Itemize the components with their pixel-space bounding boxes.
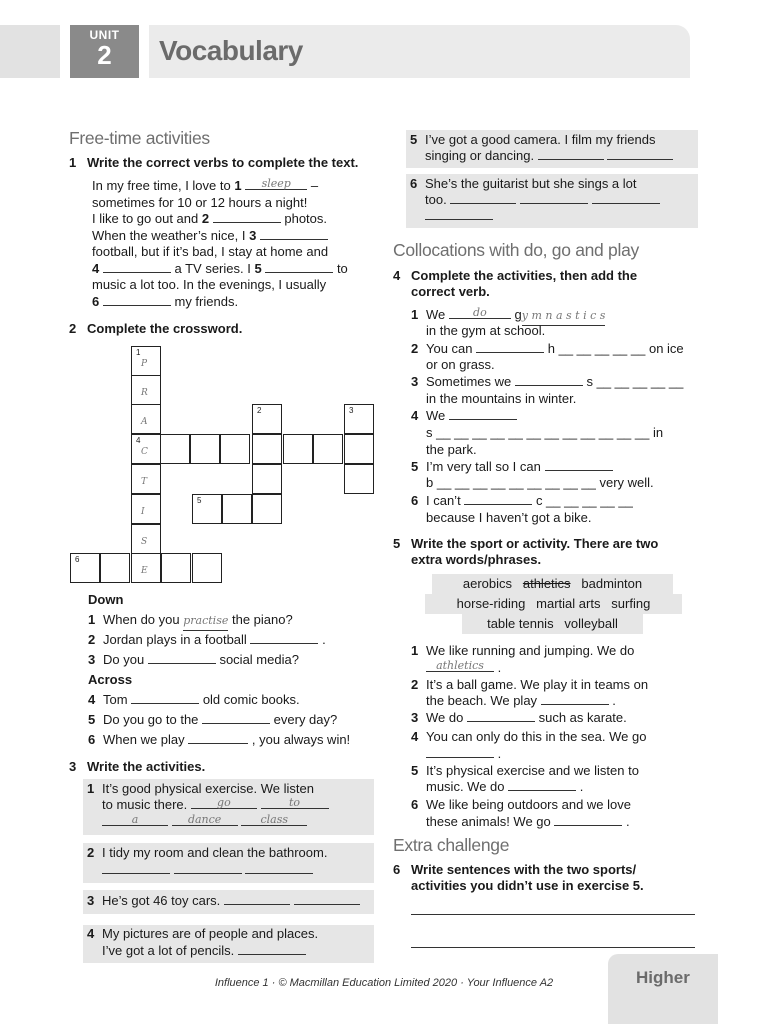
exercise-1-instruction: 1 Write the correct verbs to complete the text. — [69, 155, 359, 170]
crossword-cell[interactable]: 4 C — [131, 434, 161, 464]
crossword-cell[interactable] — [190, 434, 220, 464]
crossword-cell[interactable] — [220, 434, 250, 464]
level-tab — [608, 954, 718, 1024]
crossword-cell[interactable]: A — [131, 404, 161, 434]
crossword-cell[interactable]: 2 — [252, 404, 282, 434]
crossword-cell[interactable]: T — [131, 464, 161, 494]
answer-sleep: sleep — [261, 177, 291, 190]
crossword-cell[interactable]: 6 — [70, 553, 100, 583]
crossword-cell[interactable] — [252, 464, 282, 494]
exercise-3-instruction: 3 Write the activities. — [69, 759, 206, 774]
crossword-cell[interactable]: 5 — [192, 494, 222, 524]
exercise-3-item-3: 3 He’s got 46 toy cars. — [83, 890, 374, 914]
exercise-4-instruction: 4 Complete the activities, then add the correct verb. — [393, 268, 638, 299]
across-label: Across — [88, 672, 133, 687]
crossword-cell[interactable]: 3 — [344, 404, 374, 434]
exercise-3-item-5: 5 I’ve got a good camera. I film my friends singing or dancing. — [406, 130, 698, 168]
crossword-cell[interactable]: E — [131, 553, 161, 583]
exercise-3-item-2: 2 I tidy my room and clean the bathroom. — [83, 843, 374, 883]
crossword-cell[interactable]: 1 P — [131, 346, 161, 376]
unit-badge — [70, 25, 139, 78]
exercise-3-item-4: 4 My pictures are of people and places. I’ve got a lot of pencils. — [83, 925, 374, 963]
level-label: Higher — [636, 968, 690, 987]
crossword-cell[interactable] — [222, 494, 252, 524]
unit-label: UNIT — [89, 28, 120, 42]
crossword-cell[interactable]: S — [131, 524, 161, 554]
exercise-1-text: In my free time, I love to 1 sleep – sometimes for 10 or 12 hours a night! I like to go out and 2 photos. When the weather’s nice, I 3 football, but if it’s bad, I stay at home and 4 a TV series. I 5 to music a lot too. In the evenings, I usually 6 my friends. — [92, 177, 348, 309]
exercise-5-instruction: 5 Write the sport or activity. There are two extra words/phrases. — [393, 536, 659, 567]
header-left-bar — [0, 25, 60, 78]
crossword-cell[interactable]: I — [131, 494, 161, 524]
section-title-collocations: Collocations with do, go and play — [393, 240, 639, 260]
footer-text: Influence 1 · © Macmillan Education Limited 2020 · Your Influence A2 — [214, 977, 554, 989]
crossword-cell[interactable]: R — [131, 375, 161, 405]
crossword-cell[interactable] — [192, 553, 222, 583]
crossword-cell[interactable] — [344, 464, 374, 494]
page-title: Vocabulary — [159, 35, 303, 66]
crossword-cell[interactable] — [252, 494, 282, 524]
crossword-cell[interactable] — [283, 434, 313, 464]
exercise-6-instruction: 6 Write sentences with the two sports/ activities you didn’t use in exercise 5. — [393, 862, 644, 893]
crossword-cell[interactable] — [161, 553, 191, 583]
crossword-cell[interactable] — [252, 434, 282, 464]
answer-line[interactable] — [411, 947, 695, 948]
crossword-cell[interactable] — [344, 434, 374, 464]
crossword-cell[interactable] — [100, 553, 130, 583]
exercise-3-item-1: 1 It’s good physical exercise. We listen to music there. go to a dance class — [83, 779, 374, 835]
exercise-3-item-6: 6 She’s the guitarist but she sings a lot too. — [406, 174, 698, 228]
exercise-2-instruction: 2 Complete the crossword. — [69, 321, 243, 336]
crossword-cell[interactable] — [160, 434, 190, 464]
title-bar — [149, 25, 690, 78]
section-title-extra-challenge: Extra challenge — [393, 835, 510, 855]
crossword-cell[interactable] — [313, 434, 343, 464]
unit-number: 2 — [97, 40, 112, 70]
answer-line[interactable] — [411, 914, 695, 915]
section-title-free-time: Free-time activities — [69, 128, 210, 148]
down-label: Down — [88, 592, 124, 607]
word-box: aerobics athletics badminton — [462, 576, 643, 591]
